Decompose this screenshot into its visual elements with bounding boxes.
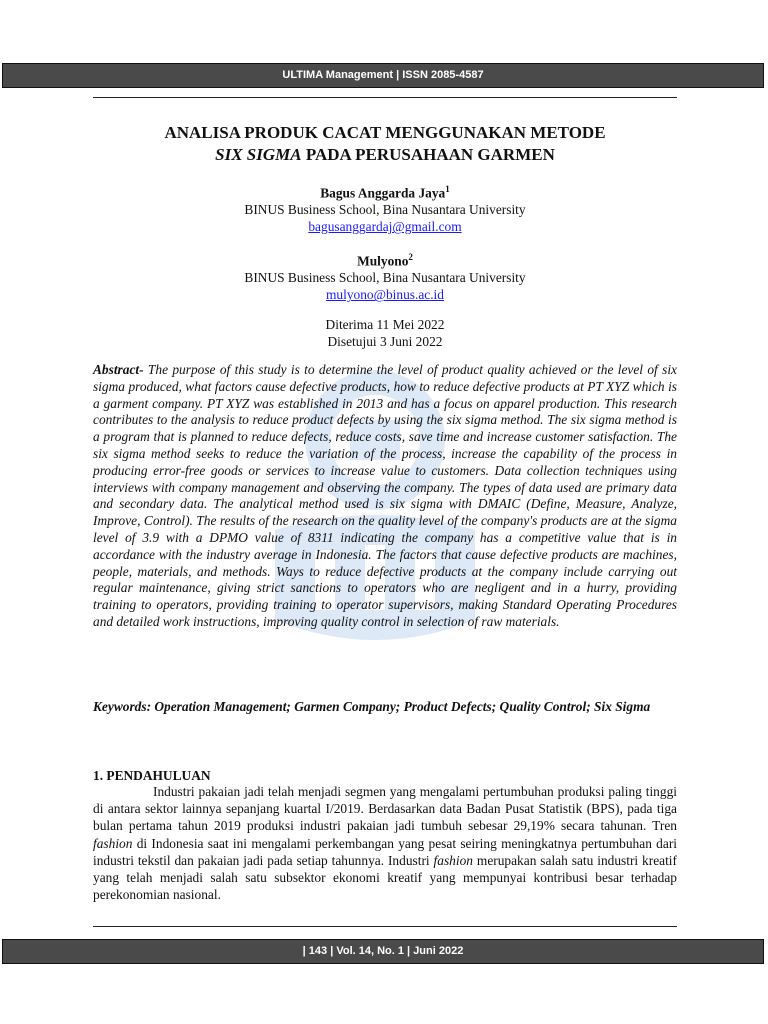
author-affiliation: BINUS Business School, Bina Nusantara University xyxy=(244,270,526,286)
paragraph-text: di Indonesia saat ini mengalami perkembangan yang pesat seiring meningkatnya pertumbuhan dari industri tekstil dan pakaian jadi pada setiap tahunnya. Industri xyxy=(93,835,677,868)
title-line-2 xyxy=(93,144,677,166)
journal-header-text: ULTIMA Management | ISSN 2085-4587 xyxy=(282,69,484,81)
keywords: Keywords: Operation Management; Garmen Company; Product Defects; Quality Control; Six Sigma xyxy=(93,699,651,714)
received-date: Diterima 11 Mei 2022 xyxy=(325,317,445,332)
title-line-1: ANALISA PRODUK CACAT MENGGUNAKAN METODE xyxy=(164,123,606,142)
author-name-text: Mulyono xyxy=(357,253,409,269)
paragraph-italic: fashion xyxy=(93,835,133,851)
paragraph-italic: fashion xyxy=(433,852,473,868)
abstract xyxy=(93,362,677,631)
footer-band xyxy=(2,939,764,964)
paper-title xyxy=(93,122,677,166)
footer-rule xyxy=(93,926,677,927)
author-name xyxy=(93,181,677,201)
abstract-text: The purpose of this study is to determine the level of product quality achieved or the level of six sigma produced, what factors cause defective products, how to reduce defective products at PT XYZ which is a garment company. PT XYZ was established in 2013 and has a focus on apparel production. This research contributes to the analysis to reduce product defects by using the six sigma method. The six sigma method is a program that is planned to reduce defects, reduce costs, save time and increase customer satisfaction. The six sigma method seeks to reduce the variation of the process, increase the capability of the process in producing error-free goods or services to increase value to customers. Data collection techniques using interviews with company management and observing the company. The types of data used are primary data and secondary data. The analytical method used is six sigma with DMAIC (Define, Measure, Analyze, Improve, Control). The results of the research on the quality level of the company's products are at the sigma level of 3.9 with a DPMO value of 8311 indicating the company has a competitive value that is in accordance with the industry average in Indonesia. The factors that cause defective products are machines, people, materials, and methods. Ways to reduce defective products at the company include carrying out regular maintenance, giving strict sanctions to operators who are negligent and in a hurry, providing training to operators, providing training to operator supervisors, making Standard Operating Procedures and detailed work instructions, improving quality control in selection of raw materials. xyxy=(93,362,677,629)
author-block-2 xyxy=(93,249,677,303)
footer-page-info: | 143 | Vol. 14, No. 1 | Juni 2022 xyxy=(302,945,464,957)
dates-block xyxy=(93,316,677,350)
paragraph-text: Industri pakaian jadi telah menjadi segmen yang mengalami pertumbuhan produksi paling tinggi di antara sektor lainnya sepanjang kuartal I/2019. Berdasarkan data Badan Pusat Statistik (BPS), pada tiga bulan pertama tahun 2019 produksi industri pakaian jadi tumbuh sebesar 29,19% secara tahunan. Tren xyxy=(93,784,677,834)
abstract-label: Abstract- xyxy=(93,362,144,377)
paragraph-text: merupakan salah satu industri kreatif yang telah menjadi salah satu subsektor ekonomi kreatif yang mempunyai kontribusi besar terhadap perekonomian nasional. xyxy=(93,852,677,903)
section-paragraph xyxy=(93,783,677,903)
author-email-link[interactable]: mulyono@binus.ac.id xyxy=(326,287,444,303)
author-email-link[interactable]: bagusanggardaj@gmail.com xyxy=(308,219,462,235)
author-sup: 1 xyxy=(445,184,450,194)
header-rule xyxy=(93,97,677,98)
author-block-1 xyxy=(93,181,677,235)
journal-header-band xyxy=(2,63,764,88)
title-rest: PADA PERUSAHAAN GARMEN xyxy=(301,145,555,164)
author-name xyxy=(93,249,677,269)
title-italic: SIX SIGMA xyxy=(215,145,302,164)
approved-date: Disetujui 3 Juni 2022 xyxy=(327,334,443,349)
author-name-text: Bagus Anggarda Jaya xyxy=(320,185,446,201)
section-heading: 1. PENDAHULUAN xyxy=(93,768,211,783)
author-sup: 2 xyxy=(408,252,413,262)
author-affiliation: BINUS Business School, Bina Nusantara University xyxy=(244,202,526,218)
